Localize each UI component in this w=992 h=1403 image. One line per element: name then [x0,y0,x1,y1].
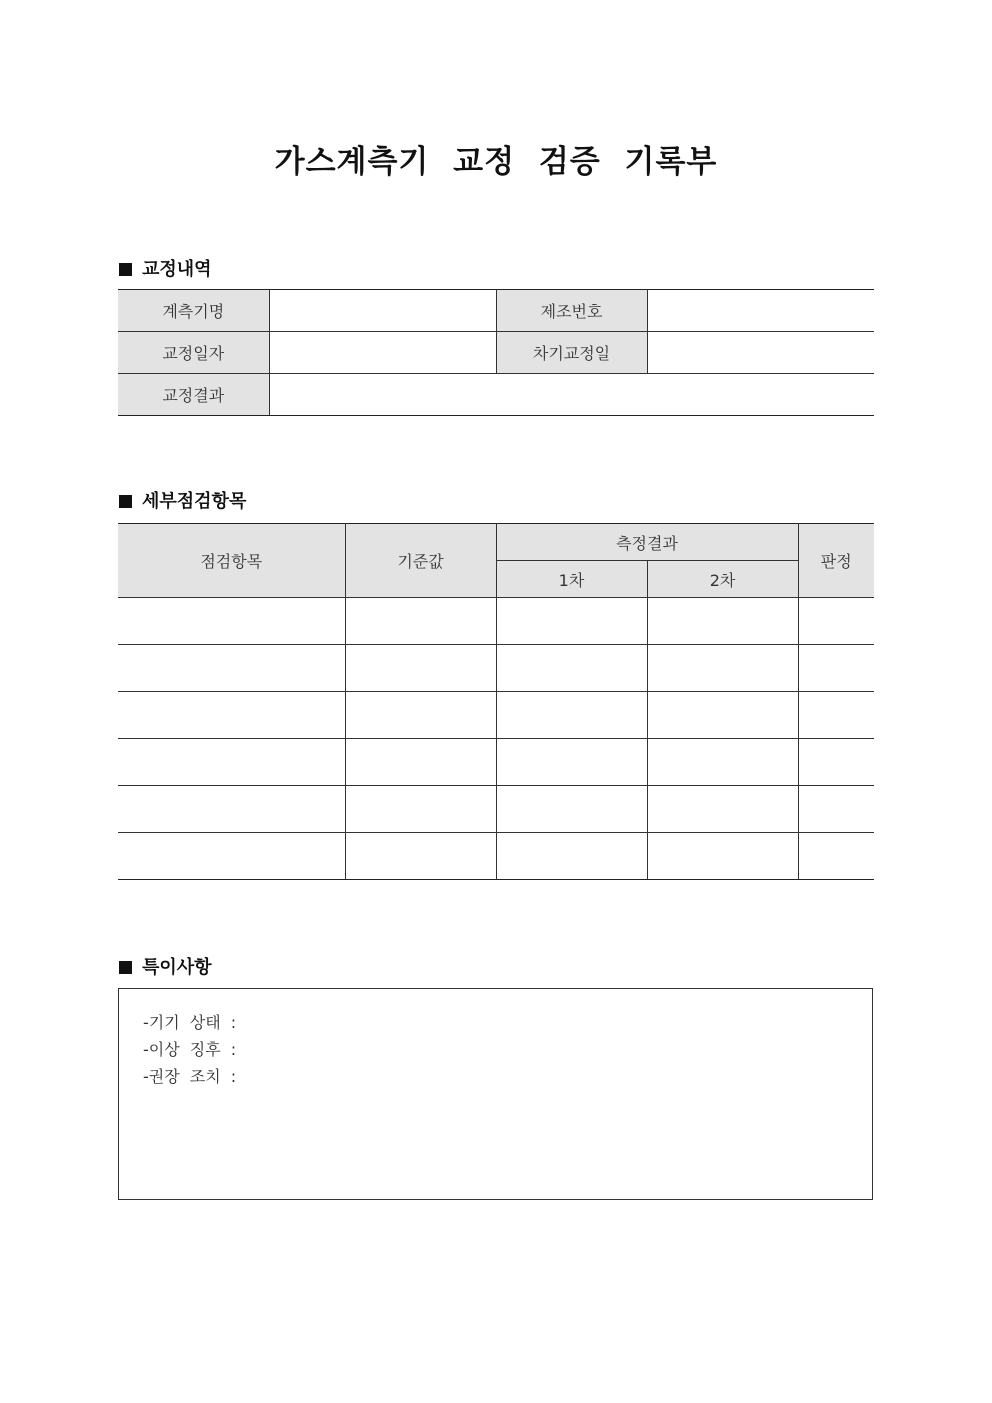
remark-device-status: -기기 상태 : [143,1013,237,1032]
calibration-result-label: 교정결과 [118,374,269,416]
second-measurement-cell[interactable] [647,598,798,645]
inspection-table [118,523,874,880]
instrument-name-field[interactable] [269,290,496,332]
header-standard-value: 기준값 [345,524,496,598]
first-measurement-cell[interactable] [496,833,647,880]
second-measurement-cell[interactable] [647,833,798,880]
standard-value-cell[interactable] [345,598,496,645]
section-heading-text: 교정내역 [142,259,212,280]
judgement-cell[interactable] [798,598,874,645]
calibration-date-label: 교정일자 [118,332,269,374]
instrument-name-label: 계측기명 [118,290,269,332]
remark-abnormal-signs: -이상 징후 : [143,1040,237,1059]
inspection-item-cell[interactable] [118,833,345,880]
calibration-result-field[interactable] [269,374,874,416]
table-row [118,290,874,332]
judgement-cell[interactable] [798,739,874,786]
table-row [118,374,874,416]
second-measurement-cell[interactable] [647,645,798,692]
table-row [118,645,874,692]
remarks-box[interactable] [118,988,873,1200]
table-row [118,786,874,833]
first-measurement-cell[interactable] [496,739,647,786]
square-bullet-icon [119,961,132,974]
standard-value-cell[interactable] [345,739,496,786]
table-row [118,739,874,786]
first-measurement-cell[interactable] [496,598,647,645]
table-row [118,833,874,880]
judgement-cell[interactable] [798,786,874,833]
serial-number-label: 제조번호 [496,290,647,332]
judgement-cell[interactable] [798,645,874,692]
inspection-item-cell[interactable] [118,598,345,645]
next-calibration-label: 차기교정일 [496,332,647,374]
header-measurement-result: 측정결과 [496,524,798,561]
judgement-cell[interactable] [798,692,874,739]
second-measurement-cell[interactable] [647,739,798,786]
inspection-item-cell[interactable] [118,739,345,786]
table-row [118,598,874,645]
section-heading-remarks [119,953,212,979]
header-second-measurement: 2차 [647,561,798,598]
inspection-item-cell[interactable] [118,692,345,739]
section-heading-calibration [119,255,212,281]
first-measurement-cell[interactable] [496,786,647,833]
header-inspection-item: 점검항목 [118,524,345,598]
table-header-row [118,524,874,561]
section-heading-inspection [119,487,246,513]
square-bullet-icon [119,263,132,276]
first-measurement-cell[interactable] [496,692,647,739]
document-title: 가스계측기 교정 검증 기록부 [274,144,718,180]
second-measurement-cell[interactable] [647,786,798,833]
standard-value-cell[interactable] [345,692,496,739]
inspection-item-cell[interactable] [118,786,345,833]
first-measurement-cell[interactable] [496,645,647,692]
section-heading-text: 세부점검항목 [142,491,247,512]
next-calibration-field[interactable] [647,332,874,374]
table-row [118,692,874,739]
serial-number-field[interactable] [647,290,874,332]
inspection-item-cell[interactable] [118,645,345,692]
standard-value-cell[interactable] [345,833,496,880]
remark-recommended-action: -권장 조치 : [143,1067,237,1086]
header-judgement: 판정 [798,524,874,598]
square-bullet-icon [119,495,132,508]
standard-value-cell[interactable] [345,645,496,692]
standard-value-cell[interactable] [345,786,496,833]
section-heading-text: 특이사항 [142,957,212,978]
calibration-table [118,289,874,416]
header-first-measurement: 1차 [496,561,647,598]
second-measurement-cell[interactable] [647,692,798,739]
judgement-cell[interactable] [798,833,874,880]
table-row [118,332,874,374]
calibration-date-field[interactable] [269,332,496,374]
